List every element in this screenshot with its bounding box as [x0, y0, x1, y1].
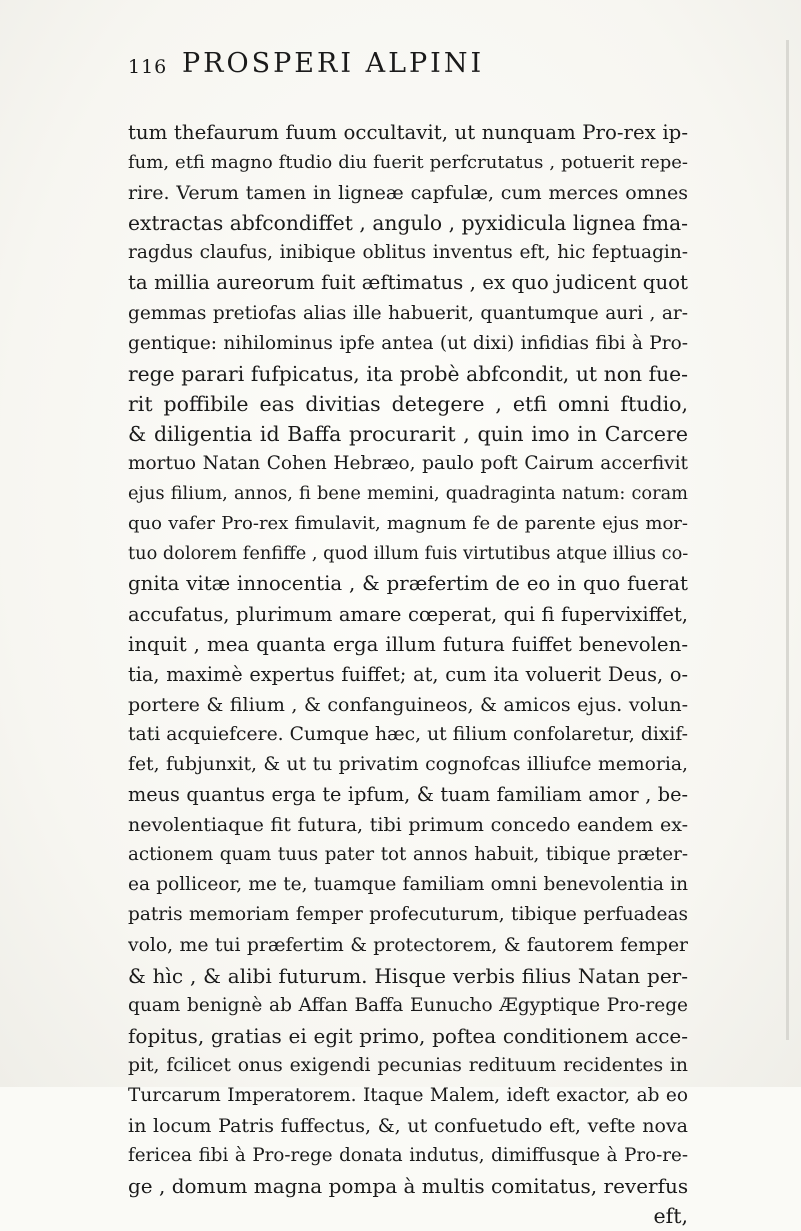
text-line: fet, fubjunxit, & ut tu privatim cognofcas illiufce memoria,	[128, 753, 688, 775]
text-line: nevolentiaque fit futura, tibi primum concedo eandem ex-	[128, 814, 688, 837]
text-line: gnita vitæ innocentia , & præfertim de eo in quo fuerat	[128, 572, 688, 596]
text-line: quo vafer Pro-rex fimulavit, magnum fe de parente ejus mor-	[128, 513, 688, 535]
text-line: quam benignè ab Affan Baffa Eunucho Ægyptique Pro-rege	[128, 994, 688, 1016]
text-line: in locum Patris fuffectus, &, ut confuetudo eft, vefte nova	[128, 1115, 688, 1138]
text-line: tum thefaurum fuum occultavit, ut nunquam Pro-rex ip-	[128, 121, 688, 144]
text-line: & diligentia id Baffa procurarit , quin imo in Carcere	[128, 421, 688, 446]
text-line: portere & filium , & confanguineos, & amicos ejus. volun-	[128, 693, 688, 716]
text-line: inquit , mea quanta erga illum futura fuiffet benevolen-	[128, 632, 688, 656]
text-line: fopitus, gratias ei egit primo, poftea conditionem acce-	[128, 1023, 688, 1048]
text-line: gentique: nihilominus ipfe antea (ut dixi) infidias fibi à Pro-	[128, 332, 688, 354]
text-line: rege parari fufpicatus, ita probè abfcondit, ut non fue-	[128, 361, 688, 386]
text-line: Turcarum Imperatorem. Itaque Malem, ideft exactor, ab eo	[128, 1085, 688, 1106]
text-line: extractas abfcondiffet , angulo , pyxidicula lignea fma-	[128, 211, 688, 236]
text-line: rire. Verum tamen in ligneæ capfulæ, cum merces omnes	[128, 182, 688, 205]
page-edge-shadow	[786, 40, 789, 1040]
text-line: rit poffibile eas divitias detegere , etfi omni ftudio,	[128, 391, 688, 416]
text-line: fericea fibi à Pro-rege donata indutus, dimiffusque à Pro-re-	[128, 1145, 688, 1167]
text-line: & hìc , & alibi futurum. Hisque verbis filius Natan per-	[128, 963, 688, 988]
text-line: meus quantus erga te ipfum, & tuam familiam amor , be-	[128, 783, 688, 807]
text-line: ta millia aureorum fuit æftimatus , ex quo judicent quot	[128, 271, 688, 295]
catchword: eft,	[653, 1204, 688, 1229]
text-line: ragdus claufus, inibique oblitus inventus eft, hic feptuagin-	[128, 242, 688, 264]
text-line: mortuo Natan Cohen Hebræo, paulo poft Cairum accerfivit	[128, 453, 688, 475]
text-line: accufatus, plurimum amare cœperat, qui fi fupervixiffet,	[128, 602, 688, 626]
text-line: actionem quam tuus pater tot annos habuit, tibique præter-	[128, 844, 688, 866]
text-line: volo, me tui præfertim & protectorem, & fautorem femper	[128, 934, 688, 956]
running-head-title: PROSPERI ALPINI	[182, 48, 485, 79]
text-line: tia, maximè expertus fuiffet; at, cum ita voluerit Deus, o-	[128, 662, 688, 686]
text-line: ge , domum magna pompa à multis comitatus, reverfus	[128, 1174, 688, 1199]
page-number: 116	[128, 56, 168, 78]
body-text	[128, 118, 688, 1231]
text-line: fum, etfi magno ftudio diu fuerit perfcrutatus , potuerit repe-	[128, 152, 688, 174]
text-line: ejus filium, annos, fi bene memini, quadraginta natum: coram	[128, 484, 688, 505]
text-line: ea polliceor, me te, tuamque familiam omni benevolentia in	[128, 874, 688, 896]
text-line: tuo dolorem fenfiffe , quod illum fuis virtutibus atque illius co-	[128, 544, 688, 565]
running-head	[128, 48, 688, 88]
text-line: gemmas pretiofas alias ille habuerit, quantumque auri , ar-	[128, 302, 688, 324]
text-line: pit, fcilicet onus exigendi pecunias redituum recidentes in	[128, 1054, 688, 1076]
text-line: tati acquiefcere. Cumque hæc, ut filium confolaretur, dixif-	[128, 723, 688, 745]
text-line: patris memoriam femper profecuturum, tibique perfuadeas	[128, 904, 688, 926]
